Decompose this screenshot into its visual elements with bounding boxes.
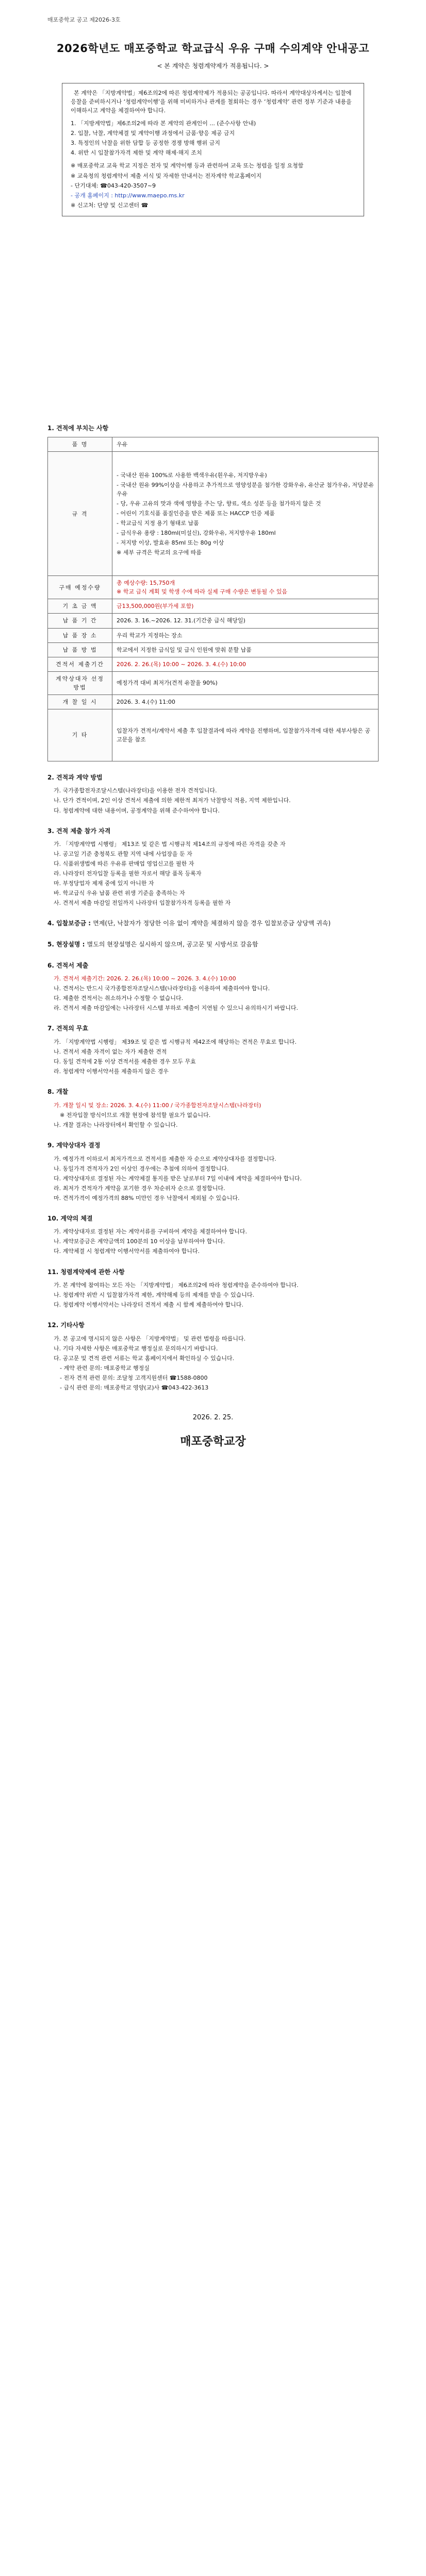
table-row: [48, 709, 379, 761]
document-number: 매포중학교 공고 제2026-3호: [47, 16, 121, 23]
section-heading: 2. 견적과 계약 방법: [47, 773, 103, 781]
section-heading: [47, 919, 379, 928]
section-10: [47, 1214, 379, 1256]
spec-item: - 국내산 원유 99%이상을 사용하고 추가적으로 영양성분을 첨가한 강화우유, 유산균 첨가우유, 저당분유우유: [117, 481, 374, 497]
section-12: [47, 1320, 379, 1392]
table-value: 우리 학교가 지정하는 장소: [112, 628, 379, 642]
paragraph: 다. 계약상대자로 결정된 자는 계약체결 통지를 받은 날로부터 7일 이내에 계약을 체결하여야 합니다.: [54, 1175, 302, 1182]
paragraph: 가. 견적서 제출기간: 2026. 2. 26.(목) 10:00 ~ 2026. 3. 4.(수) 10:00: [54, 975, 236, 982]
table-key: 납 품 기 간: [48, 614, 112, 628]
announcement-date: 2026. 2. 25.: [192, 1414, 234, 1422]
table-key: 개 찰 일 시: [48, 694, 112, 709]
paragraph: 가. 국가종합전자조달시스템(나라장터)을 이용한 전자 견적입니다.: [54, 787, 217, 794]
paragraph: 사. 견적서 제출 마감일 전일까지 나라장터 입찰참가자격 등록을 필한 자: [54, 900, 231, 907]
spec-item: - 당, 우유 고유의 맛과 색에 영향을 주는 당, 향료, 색소 성분 등을 첨가하지 않은 것: [117, 500, 321, 507]
section-heading: 11. 청렴계약제에 관한 사항: [47, 1268, 125, 1276]
paragraph: 나. 기타 자세한 사항은 매포중학교 행정실로 문의하시기 바랍니다.: [54, 1345, 218, 1352]
integrity-note: ※ 교육청의 청렴계약서 제출 서식 및 자세한 안내서는 전자계약 학교홈페이지: [71, 172, 262, 179]
spec-item: - 학교급식 지정 용기 형태로 납품: [117, 519, 199, 527]
section-label: 4. 입찰보증금 :: [47, 920, 91, 927]
section-8: [47, 1087, 379, 1129]
info-table: [47, 437, 379, 761]
section-4: [47, 919, 379, 928]
table-value: 예정가격 대비 최저가(견적 유찰율 90%): [112, 671, 379, 694]
section-heading: 6. 견적서 제출: [47, 961, 89, 969]
paragraph: 다. 동일 견적에 2통 이상 견적서를 제출한 경우 모두 무효: [54, 1058, 196, 1065]
integrity-item: 2. 입찰, 낙찰, 계약체결 및 계약이행 과정에서 금품·향응 제공 금지: [71, 130, 235, 137]
table-key: 계약상대자 선정 방법: [48, 671, 112, 694]
section-9: [47, 1141, 379, 1202]
contact-line: - 급식 관련 문의: 매포중학교 영양(교)사 ☎043-422-3613: [60, 1384, 209, 1392]
table-row: [48, 437, 379, 452]
table-value: 금13,500,000원(부가세 포함): [112, 599, 379, 614]
table-row: [48, 642, 379, 657]
integrity-notice-box: [62, 83, 364, 216]
section-6: [47, 961, 379, 1013]
integrity-item: 4. 위반 시 입찰참가자격 제한 및 계약 해제·해지 조치: [71, 149, 202, 157]
section-heading: 10. 계약의 체결: [47, 1214, 93, 1222]
table-value: 입찰자가 견적서/계약서 제출 후 입찰결과에 따라 계약을 진행하며, 입찰참가자격에 대한 세부사항은 공고문을 참조: [112, 709, 379, 761]
paragraph: 가. 「지방계약법 시행령」 제13조 및 같은 법 시행규칙 제14조의 규정에 따른 자격을 갖춘 자: [54, 841, 286, 848]
table-value: 2026. 3. 16.~2026. 12. 31.(기간중 급식 해당일): [112, 614, 379, 628]
section-5: [47, 940, 379, 950]
spec-item: - 저지방 이상, 발효유 85ml 또는 80g 이상: [117, 539, 224, 546]
paragraph: 다. 청렴계약에 대한 내용이며, 공정계약을 위해 준수하여야 합니다.: [54, 807, 220, 814]
section-heading: 7. 견적의 무효: [47, 1025, 89, 1032]
section-1: [47, 423, 379, 761]
paragraph: 나. 동일가격 견적자가 2인 이상인 경우에는 추첨에 의하여 결정합니다.: [54, 1165, 229, 1172]
table-row: [48, 599, 379, 614]
table-row: [48, 671, 379, 694]
section-2: [47, 773, 379, 815]
paragraph: 다. 청렴계약 이행서약서는 나라장터 견적서 제출 시 함께 제출하여야 합니다.: [54, 1301, 243, 1309]
integrity-item: 3. 특정인의 낙찰을 위한 담합 등 공정한 경쟁 방해 행위 금지: [71, 140, 220, 147]
school-name: 매포중학교장: [180, 1435, 246, 1449]
table-value: 2026. 2. 26.(목) 10:00 ~ 2026. 3. 4.(수) 10:00: [112, 657, 379, 671]
paragraph: 가. 예정가격 이하로서 최저가격으로 견적서를 제출한 자 순으로 계약상대자를 결정합니다.: [54, 1155, 276, 1162]
signature-block: [0, 1413, 426, 1451]
contact-line: - 계약 관련 문의: 매포중학교 행정실: [60, 1364, 150, 1371]
paragraph: 나. 개찰 결과는 나라장터에서 확인할 수 있습니다.: [54, 1121, 178, 1128]
section-7: [47, 1024, 379, 1076]
paragraph: ※ 전자입찰 방식이므로 개찰 현장에 참석할 필요가 없습니다.: [60, 1111, 211, 1118]
integrity-note-link[interactable]: - 공개 홈페이지 : http://www.maepo.ms.kr: [71, 192, 185, 199]
document-subtitle: < 본 계약은 청렴계약제가 적용됩니다. >: [157, 62, 269, 70]
paragraph: 가. 「지방계약법 시행령」 제39조 및 같은 법 시행규칙 제42조에 해당하는 견적은 무효로 합니다.: [54, 1039, 297, 1046]
blank-space: [0, 216, 426, 412]
contact-line: - 전자 견적 관련 문의: 조달청 고객지원센터 ☎1588-0800: [60, 1375, 208, 1382]
paragraph: 나. 청렴계약 위반 시 입찰참가자격 제한, 계약해제 등의 제재를 받을 수 있습니다.: [54, 1292, 254, 1299]
paragraph: 다. 제출한 견적서는 취소하거나 수정할 수 없습니다.: [54, 995, 184, 1002]
paragraph: 나. 견적서는 반드시 국가종합전자조달시스템(나라장터)을 이용하여 제출하여야 합니다.: [54, 985, 270, 992]
table-key: 기 타: [48, 709, 112, 761]
table-row: [48, 452, 379, 576]
section-heading: 1. 견적에 부치는 사항: [47, 424, 109, 432]
table-row: [48, 628, 379, 642]
paragraph: 나. 단가 견적이며, 2인 이상 견적서 제출에 의한 제한적 최저가 낙찰방식 적용, 지역 제한입니다.: [54, 797, 291, 804]
table-key: 규 격: [48, 452, 112, 576]
integrity-intro: 본 계약은 「지방계약법」제6조의2에 따른 청렴계약제가 적용되는 공공입니다. 따라서 계약대상자께서는 입찰에 응찰을 준비하시거나 ‘청렴계약이행’을 위해 미비하거나 관계를 철회하는 경우 ‘청렴계약’ 관련 정부 기준과 내용을 이해하시고 계약을 체결하여야 합니다.: [71, 90, 352, 114]
document-title: 2026학년도 매포중학교 학교급식 우유 구매 수의계약 안내공고: [56, 42, 370, 55]
spec-item: - 급식우유 용량 : 180ml(미설신), 강화우유, 저지방우유 180ml: [117, 529, 276, 536]
quantity-note: ※ 학교 급식 계획 및 학생 수에 따라 실제 구매 수량은 변동될 수 있음: [117, 588, 287, 596]
paragraph: 다. 식품위생법에 따른 우유류 판매업 영업신고를 필한 자: [54, 860, 194, 868]
table-key: 기 초 금 액: [48, 599, 112, 614]
quantity-value: 총 예상수량: 15,750개: [117, 580, 175, 587]
spec-item: - 국내산 원유 100%로 사용한 백색우유(흰우유, 저지방우유): [117, 471, 267, 479]
spec-item: - 어린이 기호식품 품질인증을 받은 제품 또는 HACCP 인증 제품: [117, 510, 275, 517]
section-heading: [47, 940, 379, 950]
section-text: 면제(단, 낙찰자가 정당한 이유 없이 계약을 체결하지 않을 경우 입찰보증금 상당액 귀속): [93, 920, 331, 927]
paragraph: 가. 계약상대자로 결정된 자는 계약서류를 구비하여 계약을 체결하여야 합니다.: [54, 1228, 247, 1235]
section-text: 별도의 현장설명은 실시하지 않으며, 공고문 및 시방서로 갈음함: [87, 941, 258, 948]
section-label: 5. 현장설명 :: [47, 941, 85, 948]
integrity-notes: [71, 161, 355, 209]
integrity-item: 1. 「지방계약법」제6조의2에 따라 본 계약의 관계인이 ... (준수사항 안내): [71, 120, 256, 127]
paragraph: 다. 공고문 및 견적 관련 서류는 학교 홈페이지에서 확인하실 수 있습니다.: [54, 1354, 235, 1362]
table-row: [48, 614, 379, 628]
table-value: 2026. 3. 4.(수) 11:00: [112, 694, 379, 709]
paragraph: 가. 본 계약에 참여하는 모든 자는 「지방계약법」 제6조의2에 따라 청렴계약을 준수하여야 합니다.: [54, 1282, 299, 1289]
table-key: 납 품 장 소: [48, 628, 112, 642]
section-11: [47, 1267, 379, 1310]
paragraph: 나. 계약보증금은 계약금액의 100분의 10 이상을 납부하여야 합니다.: [54, 1238, 225, 1245]
table-row: [48, 694, 379, 709]
table-row: [48, 657, 379, 671]
spec-cell: [112, 452, 379, 576]
paragraph: 라. 최저가 견적자가 계약을 포기한 경우 차순위자 순으로 결정합니다.: [54, 1184, 225, 1192]
section-heading: 8. 개찰: [47, 1088, 69, 1096]
paragraph: 가. 본 공고에 명시되지 않은 사항은 「지방계약법」 및 관련 법령을 따릅니다.: [54, 1335, 246, 1342]
paragraph: 라. 나라장터 전자입찰 등록을 필한 자로서 해당 품목 등록자: [54, 870, 202, 877]
table-value: 학교에서 지정한 급식일 및 급식 인원에 맞춰 분할 납품: [112, 642, 379, 657]
integrity-note: - 단기대체: ☎043-420-3507~9: [71, 182, 156, 189]
integrity-note: ※ 매포중학교 교육 학교 지정은 전자 및 계약이행 등과 관련하여 교육 또는 청렴을 일정 요청함: [71, 162, 304, 170]
table-key: 납 품 방 법: [48, 642, 112, 657]
paragraph: 다. 계약체결 시 청렴계약 이행서약서를 제출하여야 합니다.: [54, 1248, 200, 1255]
section-heading: 9. 계약상대자 결정: [47, 1141, 101, 1149]
integrity-items: [71, 119, 355, 157]
paragraph: 나. 공고일 기준 충청북도 관할 지역 내에 사업장을 둔 자: [54, 851, 192, 858]
paragraph: 가. 개찰 일시 및 장소: 2026. 3. 4.(수) 11:00 / 국가종합전자조달시스템(나라장터): [54, 1101, 261, 1109]
integrity-note: ※ 신고처: 단양 및 신고센터 ☎: [71, 201, 149, 209]
table-key: 견적서 제출기간: [48, 657, 112, 671]
table-key: 품 명: [48, 437, 112, 452]
spec-note: ※ 세부 규격은 학교의 요구에 따름: [117, 549, 202, 556]
paragraph: 나. 견적서 제출 자격이 없는 자가 제출한 견적: [54, 1048, 167, 1056]
table-value: [112, 576, 379, 599]
paragraph: 라. 청렴계약 이행서약서를 제출하지 않은 경우: [54, 1068, 169, 1075]
paragraph: 마. 견적가격이 예정가격의 88% 미만인 경우 낙찰에서 제외될 수 있습니다.: [54, 1194, 240, 1201]
section-3: [47, 826, 379, 908]
paragraph: 마. 부정당업자 제재 중에 있지 아니한 자: [54, 880, 154, 887]
section-heading: 12. 기타사항: [47, 1321, 85, 1329]
table-value: 우유: [112, 437, 379, 452]
table-row: [48, 576, 379, 599]
paragraph: 바. 학교급식 우유 납품 관련 위생 기준을 충족하는 자: [54, 890, 185, 897]
table-key: 구매 예정수량: [48, 576, 112, 599]
paragraph: 라. 견적서 제출 마감일에는 나라장터 시스템 부하로 제출이 지연될 수 있으니 유의하시기 바랍니다.: [54, 1005, 298, 1012]
section-heading: 3. 견적 제출 참가 자격: [47, 827, 111, 835]
